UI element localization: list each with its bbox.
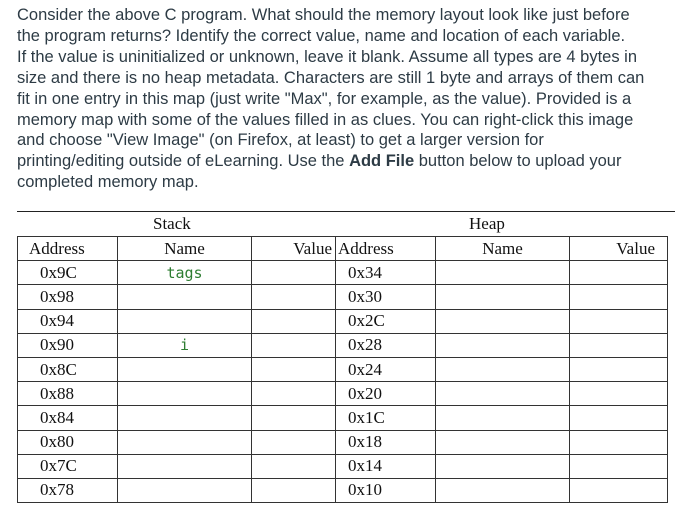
- stack-address-cell-text: 0x8C: [40, 359, 77, 379]
- stack-address-cell-text: 0x78: [40, 480, 74, 500]
- instructions-line-8a: printing/editing outside of eLearning. Use the: [17, 152, 350, 171]
- instructions-line-3: If the value is uninitialized or unknown, leave it blank. Assume all types are 4 bytes in: [17, 47, 638, 66]
- heap-address-cell: [336, 406, 436, 430]
- instructions-line-1: Consider the above C program. What should the memory layout look like just before: [17, 6, 630, 24]
- heap-name-cell: [436, 309, 570, 333]
- heap-address-cell: [336, 285, 436, 309]
- heap-value-cell: [570, 285, 668, 309]
- stack-address-cell: [18, 333, 118, 357]
- stack-address-cell-text: 0x84: [40, 407, 74, 427]
- stack-name-cell: [118, 454, 252, 478]
- stack-address-cell-text: 0x98: [40, 286, 74, 306]
- stack-address-cell-text: 0x7C: [40, 456, 77, 476]
- memory-map-image: [17, 211, 675, 512]
- stack-value-cell: [252, 478, 336, 502]
- stack-name-header: Name: [118, 237, 252, 261]
- heap-value-cell: [570, 357, 668, 381]
- memory-map-row: [18, 309, 668, 333]
- stack-value-cell: [252, 333, 336, 357]
- stack-name-cell-text: i: [179, 336, 190, 355]
- memory-map-row: [18, 333, 668, 357]
- heap-name-cell: [436, 357, 570, 381]
- stack-value-header: Value: [252, 237, 336, 261]
- heap-address-cell: [336, 478, 436, 502]
- heap-name-cell: [436, 430, 570, 454]
- heap-address-cell-text: 0x24: [348, 359, 382, 379]
- memory-map-row: [18, 406, 668, 430]
- heap-value-cell: [570, 333, 668, 357]
- heap-address-cell: [336, 454, 436, 478]
- stack-value-cell: [252, 454, 336, 478]
- add-file-button-reference: Add File: [349, 152, 415, 171]
- stack-address-cell: [18, 478, 118, 502]
- heap-title: Heap: [469, 214, 505, 233]
- memory-map-row: [18, 357, 668, 381]
- heap-address-cell-text: 0x1C: [348, 407, 385, 427]
- stack-name-cell: [118, 333, 252, 357]
- heap-name-cell: [436, 285, 570, 309]
- stack-value-cell: [252, 309, 336, 333]
- memory-map-table: [17, 236, 668, 503]
- stack-value-cell: [252, 357, 336, 381]
- stack-address-cell: [18, 309, 118, 333]
- stack-value-cell: [252, 430, 336, 454]
- heap-value-cell: [570, 478, 668, 502]
- stack-address-cell: [18, 261, 118, 285]
- heap-address-cell-text: 0x30: [348, 286, 382, 306]
- heap-name-cell: [436, 261, 570, 285]
- stack-address-cell: [18, 454, 118, 478]
- memory-map-row: [18, 454, 668, 478]
- instructions-line-2: the program returns? Identify the correct value, name and location of each variable.: [17, 26, 626, 45]
- heap-address-cell: [336, 357, 436, 381]
- heap-address-cell-text: 0x28: [348, 335, 382, 355]
- column-header-row: [18, 237, 668, 261]
- stack-name-cell: [118, 430, 252, 454]
- heap-address-cell: [336, 333, 436, 357]
- memory-map-row: [18, 285, 668, 309]
- heap-address-cell-text: 0x2C: [348, 311, 385, 331]
- heap-address-cell-text: 0x10: [348, 480, 382, 500]
- stack-value-cell: [252, 261, 336, 285]
- heap-name-cell: [436, 333, 570, 357]
- stack-address-cell-text: 0x80: [40, 432, 74, 452]
- stack-name-cell: [118, 309, 252, 333]
- stack-address-cell: [18, 430, 118, 454]
- stack-name-cell-text: tags: [166, 263, 203, 282]
- stack-value-cell: [252, 382, 336, 406]
- stack-address-cell-text: 0x88: [40, 383, 74, 403]
- stack-name-cell: [118, 285, 252, 309]
- instructions-text: [17, 5, 677, 193]
- heap-value-cell: [570, 309, 668, 333]
- heap-address-cell: [336, 261, 436, 285]
- heap-value-header: Value: [570, 237, 668, 261]
- instructions-line-6: memory map with some of the values filled in as clues. You can right-click this image: [17, 110, 634, 129]
- instructions-line-5: fit in one entry in this map (just write "Max", for example, as the value). Provided is a: [17, 89, 632, 108]
- stack-title: Stack: [153, 214, 191, 233]
- heap-name-cell: [436, 406, 570, 430]
- heap-address-cell-text: 0x18: [348, 432, 382, 452]
- memory-map-row: [18, 261, 668, 285]
- heap-address-cell: [336, 382, 436, 406]
- instructions-line-8b: button below to upload your: [414, 152, 622, 171]
- memory-map-top-rule: [17, 211, 675, 212]
- heap-value-cell: [570, 382, 668, 406]
- memory-map-row: [18, 382, 668, 406]
- heap-address-cell-text: 0x20: [348, 383, 382, 403]
- stack-name-cell: [118, 382, 252, 406]
- stack-name-cell: [118, 406, 252, 430]
- heap-address-cell: [336, 309, 436, 333]
- stack-name-cell: [118, 357, 252, 381]
- stack-address-cell-text: 0x9C: [40, 262, 77, 282]
- memory-map-row: [18, 478, 668, 502]
- heap-value-cell: [570, 406, 668, 430]
- stack-name-cell: [118, 261, 252, 285]
- stack-value-cell: [252, 406, 336, 430]
- stack-address-cell-text: 0x90: [40, 335, 74, 355]
- stack-name-cell: [118, 478, 252, 502]
- heap-value-cell: [570, 261, 668, 285]
- heap-name-cell: [436, 454, 570, 478]
- heap-name-header: Name: [436, 237, 570, 261]
- stack-address-cell: [18, 285, 118, 309]
- heap-value-cell: [570, 430, 668, 454]
- heap-address-cell-text: 0x14: [348, 456, 382, 476]
- heap-name-cell: [436, 382, 570, 406]
- stack-address-cell-text: 0x94: [40, 311, 74, 331]
- stack-address-cell: [18, 382, 118, 406]
- heap-address-cell-text: 0x34: [348, 262, 382, 282]
- instructions-line-4: size and there is no heap metadata. Characters are still 1 byte and arrays of them can: [17, 68, 645, 87]
- memory-map-row: [18, 430, 668, 454]
- instructions-line-9: completed memory map.: [17, 173, 199, 192]
- heap-address-header: Address: [336, 237, 436, 261]
- stack-address-cell: [18, 406, 118, 430]
- stack-address-cell: [18, 357, 118, 381]
- instructions-line-7: and choose "View Image" (on Firefox, at least) to get a larger version for: [17, 131, 544, 150]
- stack-address-header: Address: [18, 237, 118, 261]
- heap-value-cell: [570, 454, 668, 478]
- stack-value-cell: [252, 285, 336, 309]
- heap-address-cell: [336, 430, 436, 454]
- heap-name-cell: [436, 478, 570, 502]
